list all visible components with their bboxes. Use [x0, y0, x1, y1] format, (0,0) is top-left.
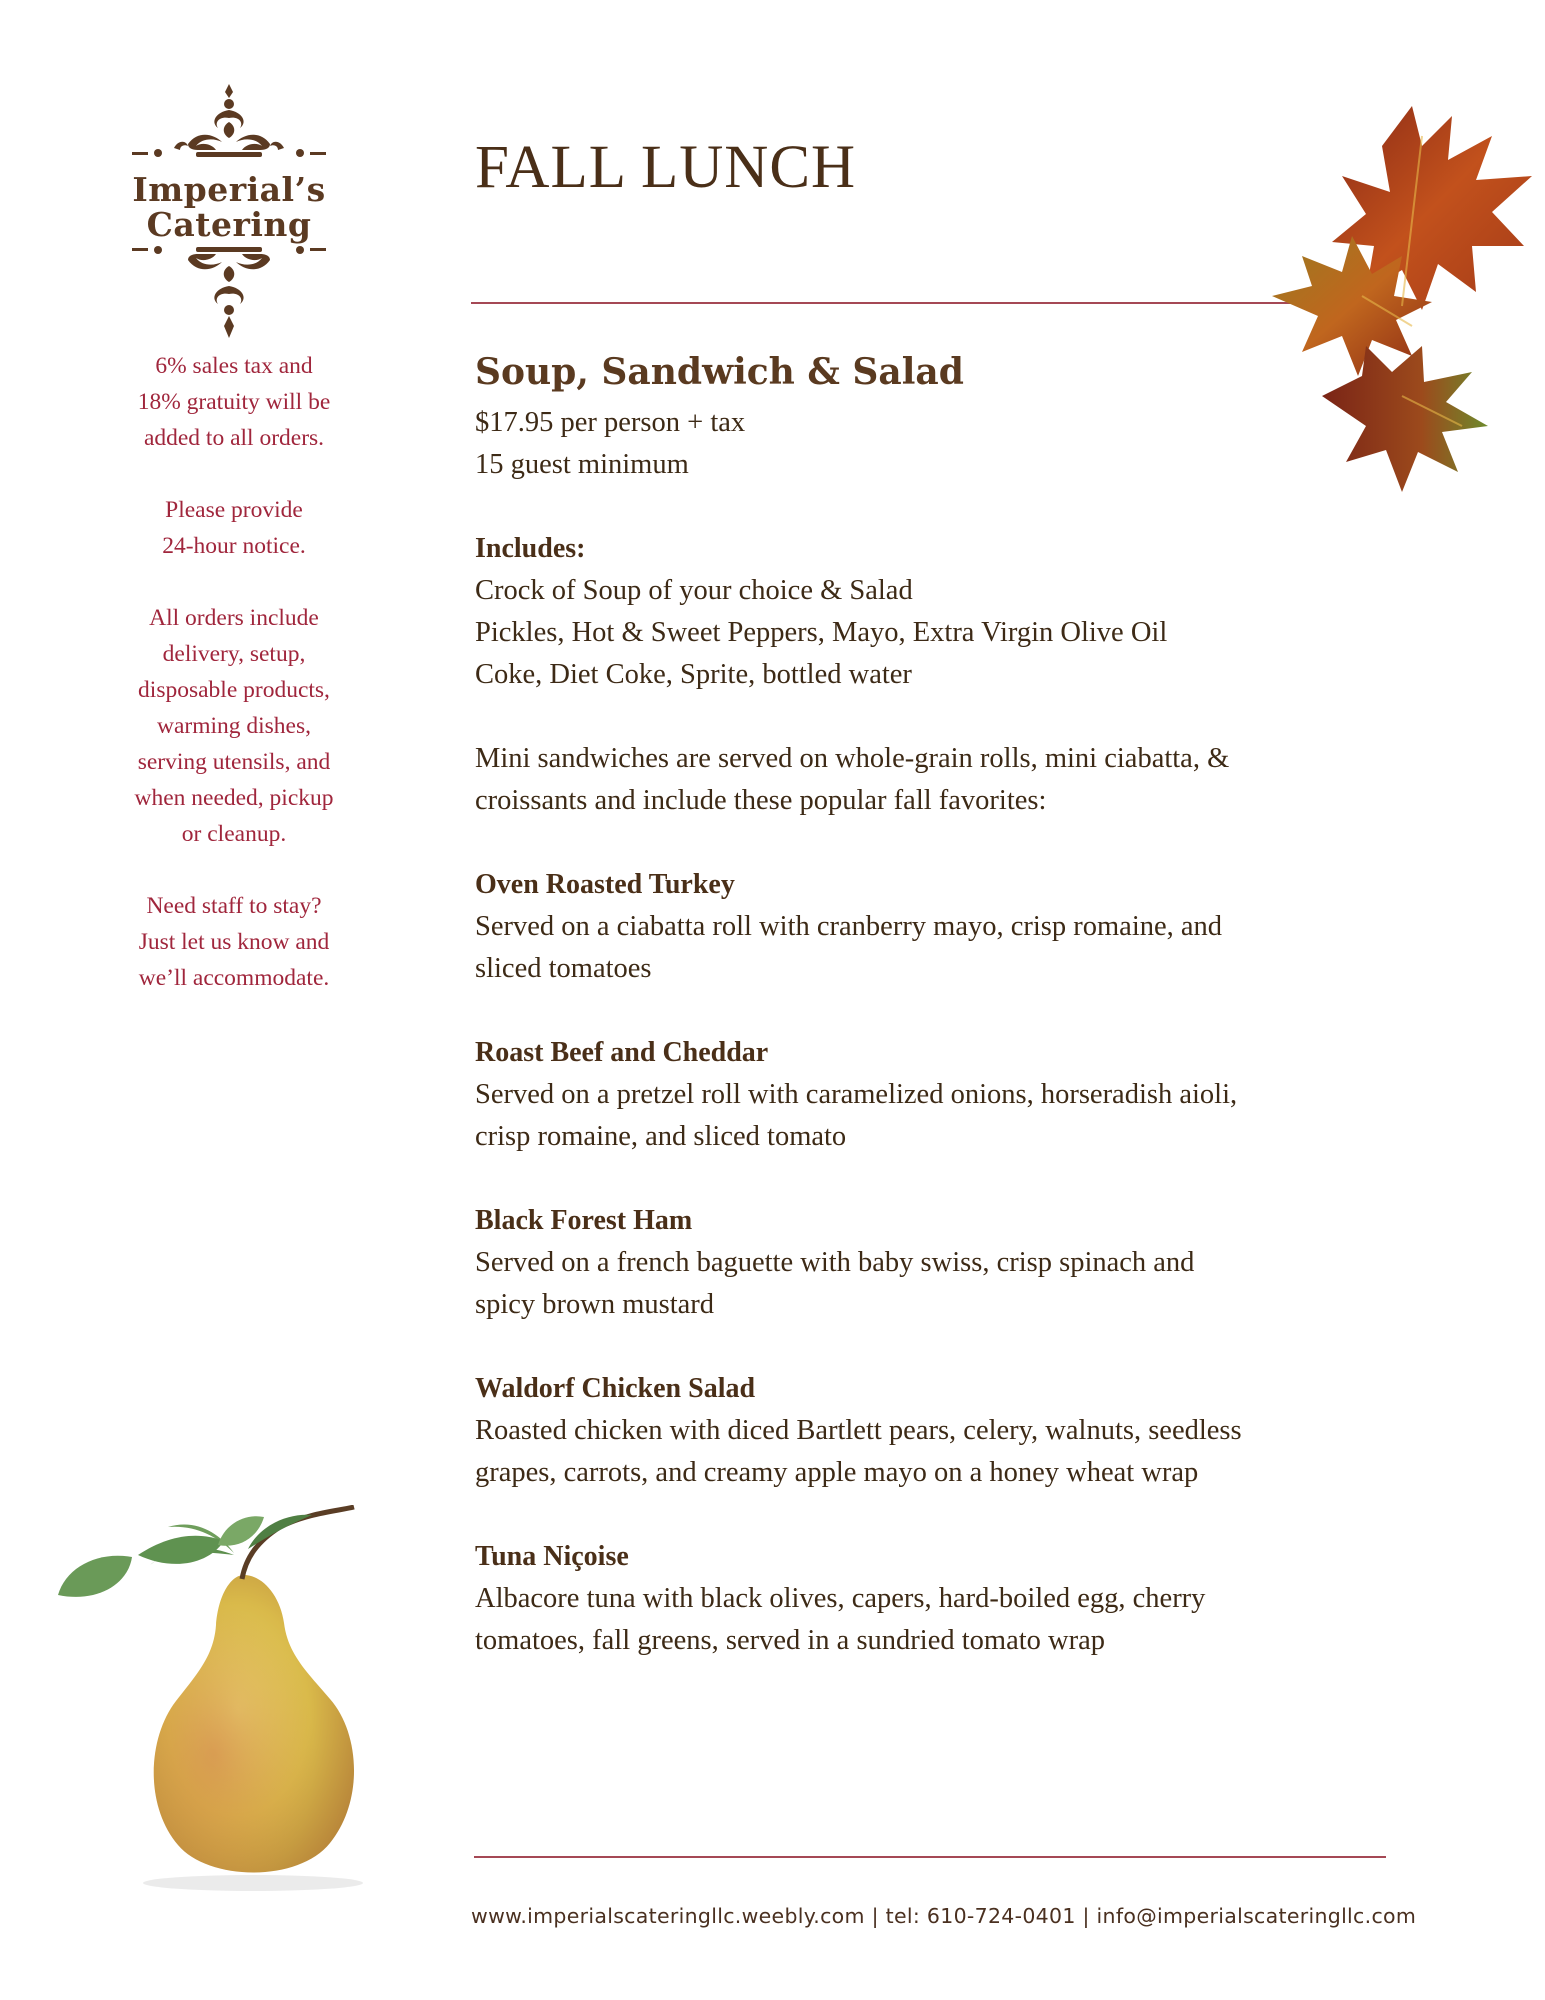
menu-item-desc: grapes, carrots, and creamy apple mayo on a honey wheat wrap: [475, 1457, 1199, 1488]
includes-item: Coke, Diet Coke, Sprite, bottled water: [475, 659, 912, 690]
menu-item-desc: Roasted chicken with diced Bartlett pears, celery, walnuts, seedless: [475, 1415, 1242, 1446]
sandwich-intro: Mini sandwiches are served on whole-grain rolls, mini ciabatta, &: [475, 743, 1230, 774]
menu-content: [475, 342, 1395, 1662]
note-line: disposable products,: [138, 677, 330, 703]
orders-include-note: [100, 600, 368, 852]
menu-item-name: Tuna Niçoise: [475, 1541, 629, 1572]
note-line: or cleanup.: [181, 821, 287, 847]
bottom-divider: [474, 1856, 1386, 1858]
menu-item-desc: tomatoes, fall greens, served in a sundried tomato wrap: [475, 1625, 1105, 1656]
sandwich-intro: croissants and include these popular fall favorites:: [475, 785, 1047, 816]
menu-item-desc: Served on a ciabatta roll with cranberry mayo, crisp romaine, and: [475, 911, 1223, 942]
logo-bottom-ornament-icon: [118, 244, 340, 344]
sidebar-notes: [100, 348, 368, 1032]
note-line: serving utensils, and: [137, 749, 331, 775]
note-line: warming dishes,: [156, 713, 312, 739]
guest-minimum: 15 guest minimum: [475, 449, 689, 480]
staff-note: [100, 888, 368, 996]
note-line: added to all orders.: [143, 425, 325, 451]
tax-gratuity-note: [100, 348, 368, 456]
note-line: Please provide: [165, 497, 303, 523]
note-line: delivery, setup,: [162, 641, 306, 667]
logo-top-ornament-icon: [118, 82, 340, 167]
note-line: 24-hour notice.: [162, 533, 306, 559]
menu-item-tuna-nicoise: [475, 1536, 1395, 1662]
page-title: [475, 134, 857, 201]
top-divider: [471, 302, 1331, 304]
menu-item-roast-beef-and-cheddar: [475, 1032, 1395, 1158]
note-line: All orders include: [149, 605, 319, 631]
includes-item: Crock of Soup of your choice & Salad: [475, 575, 913, 606]
menu-item-waldorf-chicken-salad: [475, 1368, 1395, 1494]
menu-item-name: Roast Beef and Cheddar: [475, 1037, 769, 1068]
logo-text-line2: Catering: [146, 205, 312, 244]
note-line: when needed, pickup: [134, 785, 334, 811]
menu-item-name: Oven Roasted Turkey: [475, 869, 735, 900]
menu-item-desc: Albacore tuna with black olives, capers, hard-boiled egg, cherry: [475, 1583, 1206, 1614]
menu-section-title: Soup, Sandwich & Salad: [475, 351, 964, 393]
footer-contact: www.imperialscateringllc.weebly.com | tel: 610-724-0401 | info@imperialscateringllc.com: [471, 1904, 1417, 1928]
menu-item-desc: sliced tomatoes: [475, 953, 652, 984]
note-line: Need staff to stay?: [146, 893, 322, 919]
menu-item-oven-roasted-turkey: [475, 864, 1395, 990]
menu-item-name: Waldorf Chicken Salad: [475, 1373, 756, 1404]
title-line2: LUNCH: [640, 134, 857, 201]
title-line1: FALL: [475, 134, 625, 201]
note-line: Just let us know and: [138, 929, 330, 955]
menu-item-desc: Served on a french baguette with baby swiss, crisp spinach and: [475, 1247, 1195, 1278]
note-line: 18% gratuity will be: [137, 389, 331, 415]
includes-item: Pickles, Hot & Sweet Peppers, Mayo, Extra Virgin Olive Oil: [475, 617, 1168, 648]
menu-item-desc: spicy brown mustard: [475, 1289, 715, 1320]
notice-note: [100, 492, 368, 564]
note-line: we’ll accommodate.: [138, 965, 330, 991]
menu-item-black-forest-ham: [475, 1200, 1395, 1326]
logo-text-line1: Imperial’s: [132, 170, 326, 209]
includes-label: Includes:: [475, 533, 586, 564]
imperials-catering-logo: [118, 82, 340, 340]
menu-item-desc: crisp romaine, and sliced tomato: [475, 1121, 847, 1152]
price: $17.95 per person + tax: [475, 407, 746, 438]
menu-item-desc: Served on a pretzel roll with caramelized onions, horseradish aioli,: [475, 1079, 1238, 1110]
note-line: 6% sales tax and: [155, 353, 313, 379]
pear-image: [48, 1505, 388, 1895]
menu-item-name: Black Forest Ham: [475, 1205, 693, 1236]
